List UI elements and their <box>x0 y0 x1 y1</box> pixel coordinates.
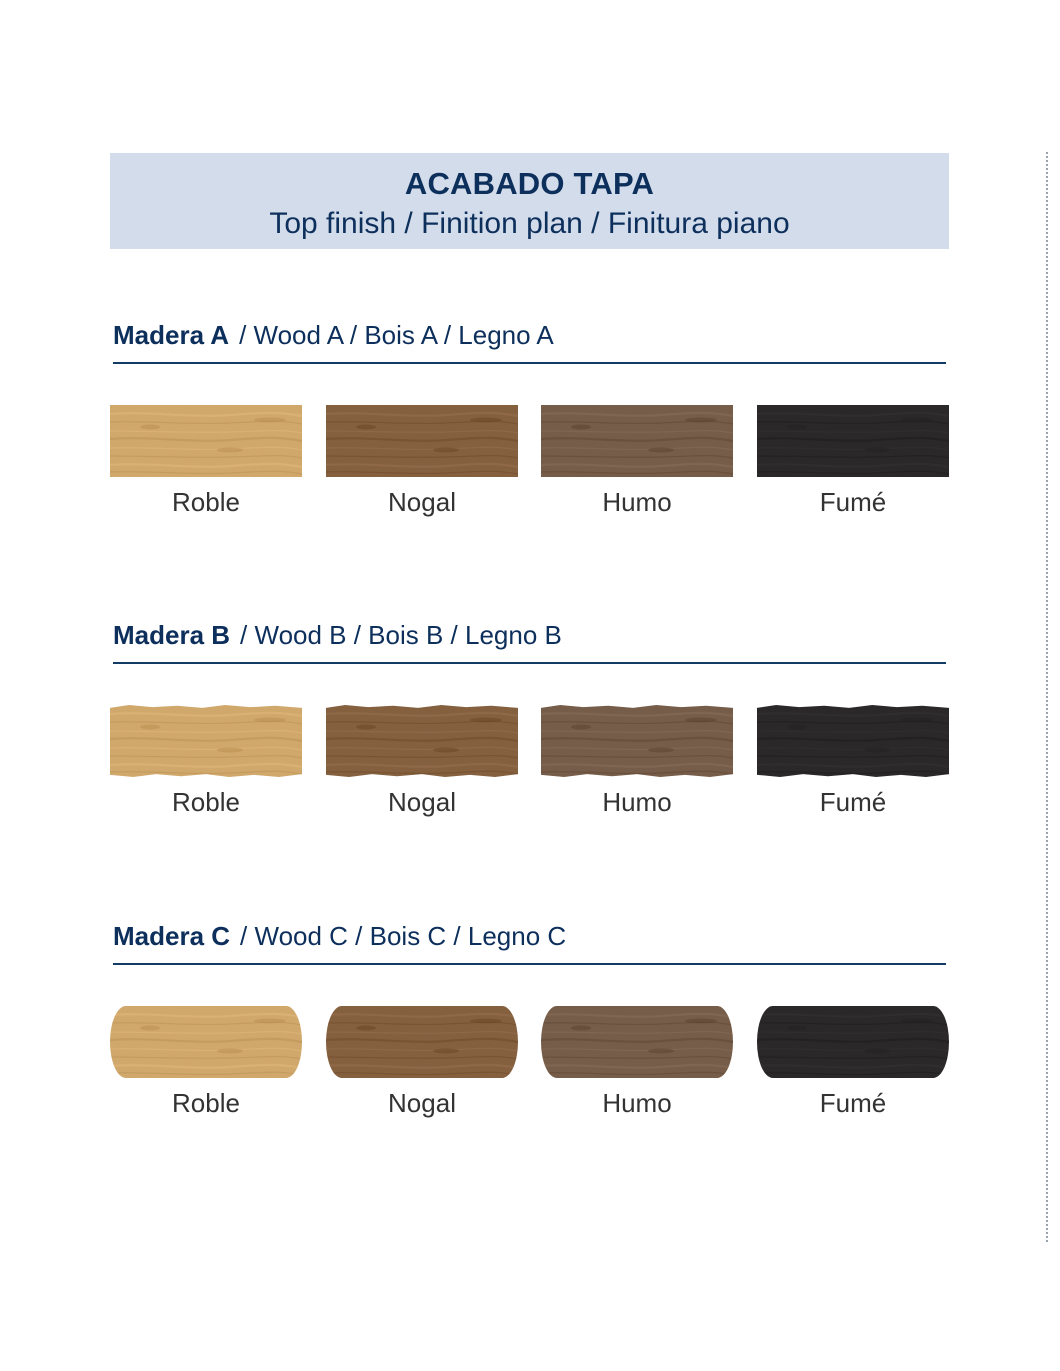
wood-knot <box>433 1049 459 1054</box>
section-title-bold: Madera A <box>113 320 230 350</box>
wood-knot <box>864 1049 890 1054</box>
wood-swatch <box>326 705 518 777</box>
wood-knot <box>685 1019 717 1024</box>
wood-swatch <box>541 705 733 777</box>
wood-knot <box>685 418 717 423</box>
wood-knot <box>254 718 286 723</box>
wood-grain-texture <box>110 705 302 777</box>
wood-knot <box>787 725 807 730</box>
section-title-translations: / Wood A / Bois A / Legno A <box>239 320 554 350</box>
wood-knot <box>901 718 933 723</box>
wood-knot <box>140 425 160 430</box>
section-divider <box>113 963 946 965</box>
swatch-label: Fumé <box>819 787 887 817</box>
wood-grain-texture <box>757 705 949 777</box>
finish-option-fume[interactable] <box>757 1006 949 1118</box>
swatch-label: Roble <box>172 787 240 817</box>
wood-knot <box>433 448 459 453</box>
swatch-row <box>0 405 1060 535</box>
wood-knot <box>433 748 459 753</box>
wood-swatch <box>541 405 733 477</box>
wood-knot <box>787 425 807 430</box>
swatch-label: Humo <box>602 787 672 817</box>
section-title-translations: / Wood B / Bois B / Legno B <box>240 620 562 650</box>
wood-grain-texture <box>541 1006 733 1078</box>
wood-grain-texture <box>326 405 518 477</box>
wood-knot <box>571 1026 591 1031</box>
swatch-label: Nogal <box>388 487 456 517</box>
finish-option-humo[interactable] <box>541 705 733 817</box>
finish-option-nogal[interactable] <box>326 1006 518 1118</box>
wood-knot <box>217 748 243 753</box>
wood-grain-texture <box>110 1006 302 1078</box>
section-heading <box>113 320 554 350</box>
wood-grain-texture <box>110 405 302 477</box>
wood-knot <box>648 1049 674 1054</box>
wood-knot <box>470 1019 502 1024</box>
finish-option-nogal[interactable] <box>326 405 518 517</box>
swatch-label: Fumé <box>819 487 887 517</box>
section-title-translations: / Wood C / Bois C / Legno C <box>240 921 567 951</box>
wood-swatch <box>326 1006 518 1078</box>
wood-swatch <box>757 705 949 777</box>
header-banner <box>110 153 949 249</box>
wood-knot <box>217 1049 243 1054</box>
wood-knot <box>901 1019 933 1024</box>
wood-swatch <box>757 1006 949 1078</box>
finish-option-roble[interactable] <box>110 405 302 517</box>
swatch-label: Roble <box>172 487 240 517</box>
wood-grain-texture <box>757 1006 949 1078</box>
finish-option-nogal[interactable] <box>326 705 518 817</box>
section-divider <box>113 662 946 664</box>
finish-option-roble[interactable] <box>110 705 302 817</box>
finish-option-fume[interactable] <box>757 405 949 517</box>
wood-swatch <box>110 405 302 477</box>
wood-knot <box>648 448 674 453</box>
wood-knot <box>254 1019 286 1024</box>
wood-knot <box>140 1026 160 1031</box>
wood-swatch <box>110 705 302 777</box>
swatch-label: Fumé <box>819 1088 887 1118</box>
swatch-row <box>0 1006 1060 1136</box>
finish-option-roble[interactable] <box>110 1006 302 1118</box>
finish-option-humo[interactable] <box>541 405 733 517</box>
swatch-label: Roble <box>172 1088 240 1118</box>
wood-knot <box>864 748 890 753</box>
swatch-label: Humo <box>602 1088 672 1118</box>
wood-grain-texture <box>326 1006 518 1078</box>
wood-knot <box>648 748 674 753</box>
wood-knot <box>470 718 502 723</box>
wood-swatch <box>757 405 949 477</box>
wood-knot <box>571 425 591 430</box>
wood-knot <box>571 725 591 730</box>
section-title-bold: Madera B <box>113 620 231 650</box>
wood-swatch <box>110 1006 302 1078</box>
wood-knot <box>685 718 717 723</box>
section-heading <box>113 620 562 650</box>
swatch-label: Nogal <box>388 1088 456 1118</box>
wood-knot <box>356 425 376 430</box>
wood-swatch <box>541 1006 733 1078</box>
wood-knot <box>470 418 502 423</box>
section-title-bold: Madera C <box>113 921 231 951</box>
swatch-label: Humo <box>602 487 672 517</box>
section-heading <box>113 921 566 951</box>
wood-knot <box>901 418 933 423</box>
header-title: ACABADO TAPA <box>404 166 655 201</box>
wood-knot <box>217 448 243 453</box>
wood-grain-texture <box>757 405 949 477</box>
swatch-label: Nogal <box>388 787 456 817</box>
wood-knot <box>356 1026 376 1031</box>
wood-knot <box>787 1026 807 1031</box>
wood-grain-texture <box>541 705 733 777</box>
header-subtitle: Top finish / Finition plan / Finitura piano <box>269 207 790 240</box>
wood-knot <box>864 448 890 453</box>
finish-option-fume[interactable] <box>757 705 949 817</box>
wood-grain-texture <box>541 405 733 477</box>
finish-option-humo[interactable] <box>541 1006 733 1118</box>
wood-knot <box>356 725 376 730</box>
swatch-row <box>0 705 1060 835</box>
section-divider <box>113 362 946 364</box>
wood-swatch <box>326 405 518 477</box>
wood-grain-texture <box>326 705 518 777</box>
wood-knot <box>254 418 286 423</box>
wood-knot <box>140 725 160 730</box>
